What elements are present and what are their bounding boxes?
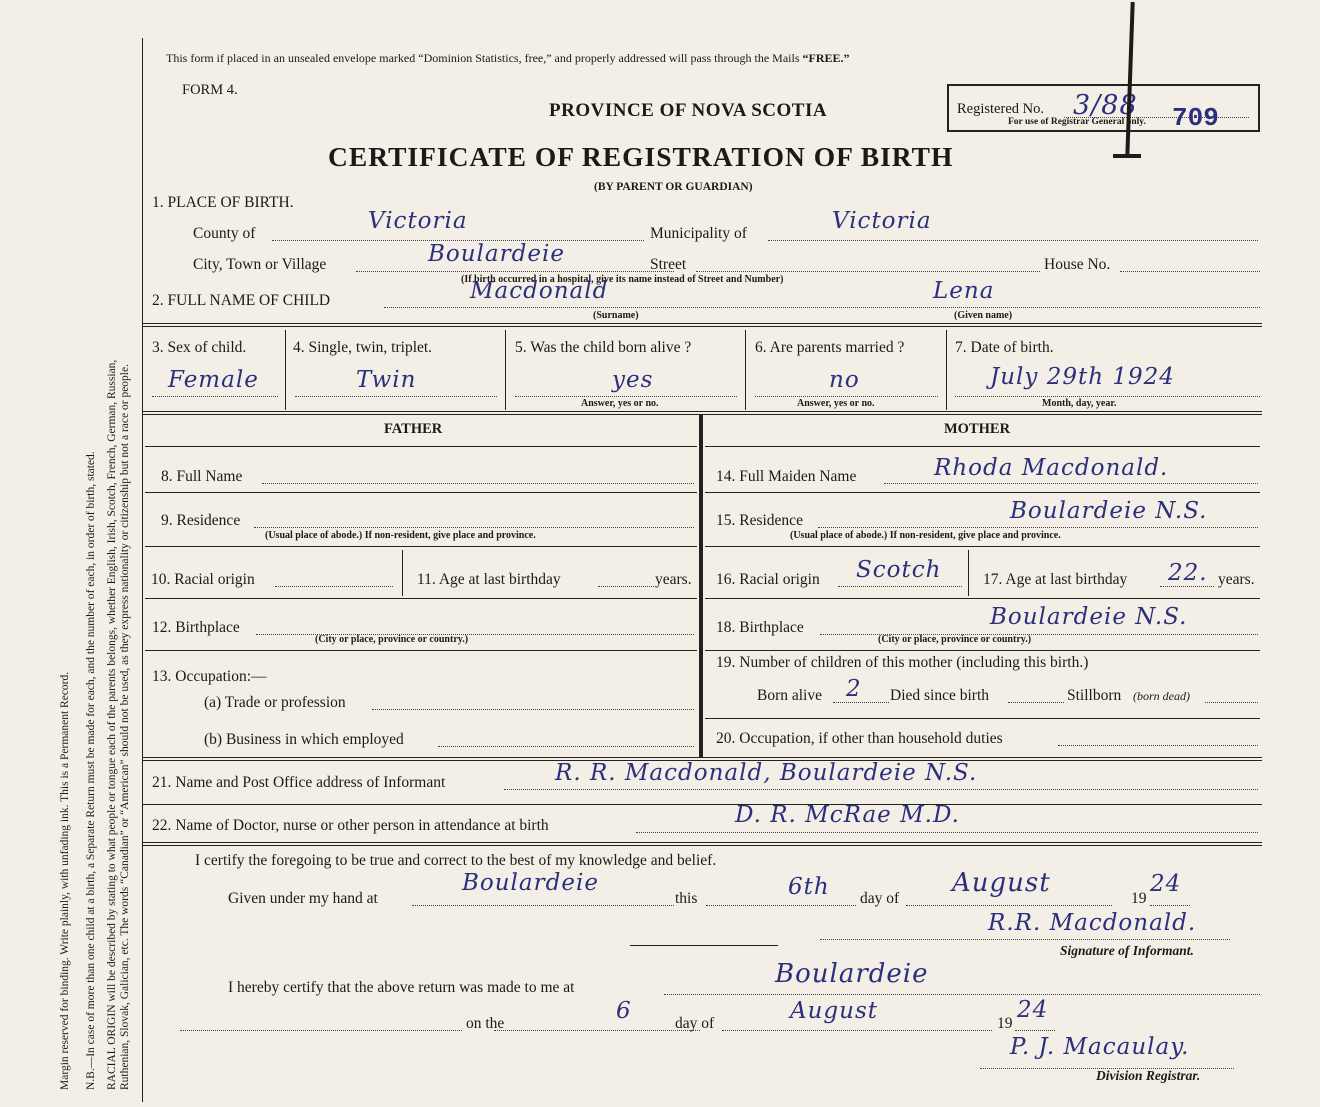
municipality-value: Victoria [832, 208, 932, 234]
father-birthplace-label: 12. Birthplace [152, 619, 240, 636]
date-of-birth-value: July 29th 1924 [990, 364, 1175, 390]
mother-birthplace-value: Boulardeie N.S. [990, 604, 1188, 630]
father-name-label: 8. Full Name [161, 468, 243, 485]
mother-age-value: 22. [1168, 560, 1208, 586]
certify-statement: I certify the foregoing to be true and correct to the best of my knowledge and belief. [195, 852, 717, 869]
father-birthplace-caption: (City or place, province or country.) [315, 634, 469, 645]
county-value: Victoria [368, 208, 468, 234]
registrar-signature-caption: Division Registrar. [1096, 1068, 1201, 1083]
certify-this-label: this [675, 890, 698, 907]
given-under-label: Given under my hand at [228, 890, 378, 907]
sex-value: Female [168, 367, 259, 393]
registered-number: 3/88 [1073, 90, 1138, 121]
certify-year-prefix: 19 [1131, 890, 1147, 907]
mother-name-value: Rhoda Macdonald. [934, 455, 1169, 481]
surname-caption: (Surname) [593, 310, 639, 321]
born-alive-count-label: Born alive [757, 687, 822, 704]
father-age-label: 11. Age at last birthday [417, 571, 561, 588]
hospital-note: (If birth occurred in a hospital, give its name instead of Street and Number) [461, 274, 784, 285]
father-residence-caption: (Usual place of abode.) If non-resident, give place and province. [265, 530, 536, 541]
date-caption: Month, day, year. [1042, 398, 1117, 409]
certify-day-of-label: day of [860, 890, 900, 907]
certificate-subtitle: (BY PARENT OR GUARDIAN) [594, 181, 753, 193]
parent-column-divider [699, 415, 703, 758]
registration-stamp: 709 [1172, 103, 1219, 133]
informant-signature: R.R. Macdonald. [988, 910, 1197, 936]
form-number: FORM 4. [182, 82, 238, 98]
municipality-label: Municipality of [650, 225, 747, 242]
parents-married-label: 6. Are parents married ? [755, 339, 905, 356]
house-number-label: House No. [1044, 256, 1111, 273]
registrar-year-prefix: 19 [997, 1015, 1013, 1032]
informant-label: 21. Name and Post Office address of Informant [152, 774, 446, 791]
mother-racial-label: 16. Racial origin [716, 571, 820, 588]
registrar-signature: P. J. Macaulay. [1010, 1034, 1190, 1060]
mother-residence-value: Boulardeie N.S. [1010, 498, 1208, 524]
margin-note-racial-origin-1: RACIAL ORIGIN will be described by stating to what people or tongue each of the parents belongs, whether English, Irish, Scotch, French, German, Russian, [106, 359, 118, 1090]
mother-name-label: 14. Full Maiden Name [716, 468, 857, 485]
mailing-note: This form if placed in an unsealed envelope marked “Dominion Statistics, free,” and properly addressed will pass through the Mails “FREE.” [166, 51, 850, 65]
informant-signature-caption: Signature of Informant. [1060, 943, 1194, 958]
born-alive-count: 2 [846, 676, 862, 702]
doctor-value: D. R. McRae M.D. [735, 802, 960, 828]
registered-label: Registered No. [957, 101, 1044, 117]
mother-occupation-label: 20. Occupation, if other than household duties [716, 730, 1003, 747]
form-left-border [142, 38, 143, 1102]
registrar-statement: I hereby certify that the above return was made to me at [228, 979, 575, 996]
mother-racial-value: Scotch [856, 557, 942, 583]
registrar-day: 6 [616, 998, 632, 1024]
county-label: County of [193, 225, 256, 242]
doctor-label: 22. Name of Doctor, nurse or other person in attendance at birth [152, 817, 549, 834]
born-alive-value: yes [612, 367, 654, 393]
city-label: City, Town or Village [193, 256, 327, 273]
place-of-birth-heading: 1. PLACE OF BIRTH. [152, 194, 294, 211]
father-heading: FATHER [384, 421, 443, 437]
margin-note-binding: Margin reserved for binding. Write plainly, with unfading ink. This is a Permanent Record. [59, 671, 71, 1090]
child-surname: Macdonald [470, 278, 609, 304]
stillborn-note: (born dead) [1133, 689, 1190, 703]
father-business-label: (b) Business in which employed [204, 731, 404, 748]
child-name-label: 2. FULL NAME OF CHILD [152, 292, 331, 309]
registrar-month: August [790, 998, 879, 1024]
mother-residence-label: 15. Residence [716, 512, 803, 529]
mother-heading: MOTHER [944, 421, 1011, 437]
informant-value: R. R. Macdonald, Boulardeie N.S. [555, 760, 978, 786]
city-value: Boulardeie [428, 241, 565, 267]
father-residence-label: 9. Residence [161, 512, 241, 529]
mother-residence-caption: (Usual place of abode.) If non-resident, give place and province. [790, 530, 1061, 541]
margin-note-multiple-births: N.B.—In case of more than one child at a birth, a Separate Return must be made for each, and the number of each, in order of birth, stated. [85, 451, 97, 1090]
certify-place: Boulardeie [462, 870, 599, 896]
father-trade-label: (a) Trade or profession [204, 694, 346, 711]
registrar-year: 24 [1017, 997, 1049, 1023]
died-since-birth-label: Died since birth [890, 687, 990, 704]
mother-birthplace-label: 18. Birthplace [716, 619, 804, 636]
plurality-value: Twin [356, 367, 417, 393]
born-alive-label: 5. Was the child born alive ? [515, 339, 692, 356]
children-count-label: 19. Number of children of this mother (including this birth.) [716, 654, 1089, 671]
certify-year: 24 [1150, 871, 1182, 897]
street-label: Street [650, 256, 687, 273]
registrar-use-note: For use of Registrar General only. [1008, 117, 1146, 127]
mother-birthplace-caption: (City or place, province or country.) [878, 634, 1032, 645]
married-caption: Answer, yes or no. [797, 398, 875, 409]
registrar-place: Boulardeie [775, 959, 929, 989]
margin-note-racial-origin-2: Ruthenian, Slovak, Galician, etc. The words “Canadian” or “American” should not be used, as they express nationality or citizenship but not a race or people. [119, 364, 131, 1090]
sex-label: 3. Sex of child. [152, 339, 247, 356]
mother-age-unit: years. [1218, 571, 1255, 588]
parents-married-value: no [829, 367, 860, 393]
father-occupation-label: 13. Occupation:— [152, 668, 267, 685]
plurality-label: 4. Single, twin, triplet. [293, 339, 433, 356]
province-heading: PROVINCE OF NOVA SCOTIA [549, 100, 828, 121]
date-of-birth-label: 7. Date of birth. [955, 339, 1054, 356]
given-name-caption: (Given name) [954, 310, 1013, 321]
stillborn-label: Stillborn [1067, 687, 1122, 704]
alive-caption: Answer, yes or no. [581, 398, 659, 409]
child-given-name: Lena [933, 278, 995, 304]
registrar-on-label: on the [466, 1015, 505, 1032]
certify-month: August [952, 868, 1051, 898]
certify-day: 6th [788, 874, 830, 900]
father-racial-label: 10. Racial origin [151, 571, 255, 588]
registrar-pen-mark [1125, 2, 1134, 157]
registrar-day-of-label: day of [675, 1015, 715, 1032]
section-separator [630, 945, 778, 946]
father-age-unit: years. [655, 571, 692, 588]
mother-age-label: 17. Age at last birthday [983, 571, 1128, 588]
certificate-title: CERTIFICATE OF REGISTRATION OF BIRTH [328, 141, 954, 172]
